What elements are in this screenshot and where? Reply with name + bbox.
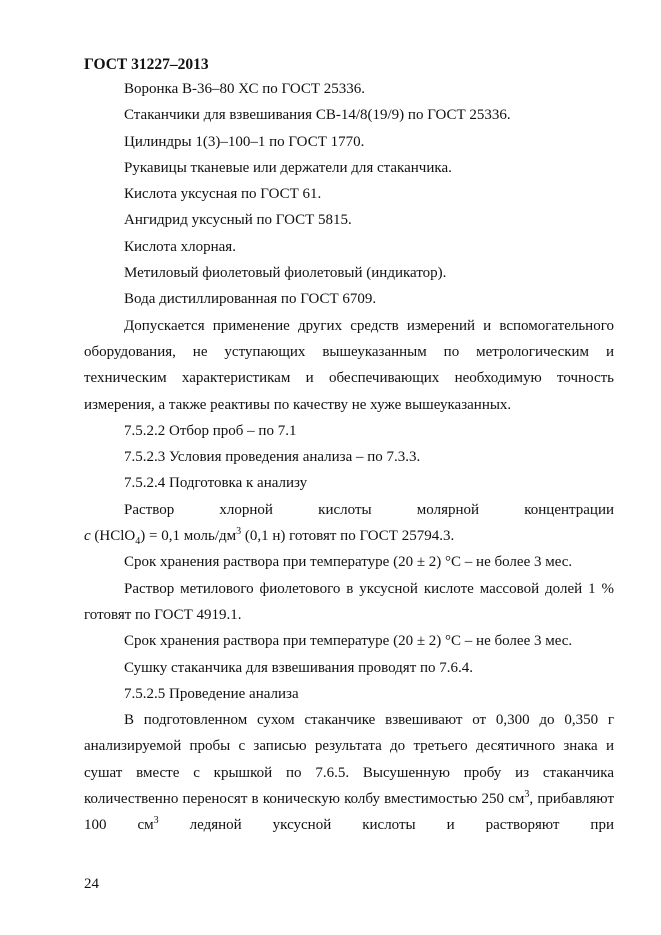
formula-part-b: ) = 0,1 моль/дм xyxy=(140,528,237,545)
procedure-superscript-2: 3 xyxy=(153,815,159,827)
equipment-item-perchloric-acid: Кислота хлорная. xyxy=(124,238,236,255)
equipment-item-acetic-anhydride: Ангидрид уксусный по ГОСТ 5815. xyxy=(124,212,352,229)
equipment-item-funnel: Воронка В-36–80 ХС по ГОСТ 25336. xyxy=(124,81,366,97)
procedure-text-2: , прибавляют 100 см xyxy=(84,791,614,834)
concentration-symbol: c xyxy=(84,528,91,545)
formula-superscript: 3 xyxy=(236,526,242,538)
section-7523-conditions: 7.5.2.3 Условия проведения анализа – по 7.3.3. xyxy=(124,449,421,466)
section-7525-procedure: 7.5.2.5 Проведение анализа xyxy=(124,685,299,702)
equipment-item-weighing-cups: Стаканчики для взвешивания СВ-14/8(19/9) по ГОСТ 25336. xyxy=(124,107,511,124)
storage-paragraph-1: Срок хранения раствора при температуре (20 ± 2) °С – не более 3 мес. xyxy=(124,554,573,571)
drying-paragraph: Сушку стаканчика для взвешивания проводят по 7.6.4. xyxy=(124,659,474,676)
formula-part-a: (HClO xyxy=(90,528,136,545)
document-body xyxy=(84,76,614,839)
indicator-paragraph: Раствор метилового фиолетового в уксусной кислоте массовой долей 1 % готовят по ГОСТ 4919.1. xyxy=(84,580,614,623)
formula-subscript: 4 xyxy=(135,536,141,548)
equipment-item-distilled-water: Вода дистиллированная по ГОСТ 6709. xyxy=(124,291,377,308)
procedure-text-3: ледяной уксусной кислоты и растворяют при xyxy=(158,817,614,834)
equipment-item-acetic-acid: Кислота уксусная по ГОСТ 61. xyxy=(124,186,322,203)
section-7524-preparation: 7.5.2.4 Подготовка к анализу xyxy=(124,475,308,492)
storage-paragraph-2: Срок хранения раствора при температуре (20 ± 2) °С – не более 3 мес. xyxy=(124,633,573,650)
formula-part-c: (0,1 н) готовят по ГОСТ 25794.3. xyxy=(241,528,455,545)
allowance-paragraph: Допускается применение других средств измерений и вспомогательного оборудования, не уступающих вышеуказанным по метрологическим и техническим характеристикам и обеспечивающих необходимую точность измерения, а также реактивы по качеству не хуже вышеуказанных. xyxy=(84,317,614,413)
solution-concentration-line xyxy=(84,523,614,549)
equipment-item-methyl-violet: Метиловый фиолетовый фиолетовый (индикатор). xyxy=(124,265,447,282)
solution-paragraph-line1: Раствор хлорной кислоты молярной концентрации xyxy=(124,501,614,518)
page-number: 24 xyxy=(84,876,99,892)
procedure-text-1: В подготовленном сухом стаканчике взвешивают от 0,300 до 0,350 г анализируемой пробы с записью результата до третьего десятичного знака и сушат вместе с крышкой по 7.6.5. Высушенную пробу из стаканчика количественно переносят в коническую колбу вместимостью 250 см xyxy=(84,712,614,808)
section-7522-sampling: 7.5.2.2 Отбор проб – по 7.1 xyxy=(124,422,297,439)
equipment-item-gloves: Рукавицы тканевые или держатели для стаканчика. xyxy=(124,159,452,176)
standard-header: ГОСТ 31227–2013 xyxy=(84,56,209,73)
procedure-paragraph xyxy=(84,707,614,838)
procedure-superscript-1: 3 xyxy=(524,789,530,801)
equipment-item-cylinders: Цилиндры 1(3)–100–1 по ГОСТ 1770. xyxy=(124,133,365,150)
